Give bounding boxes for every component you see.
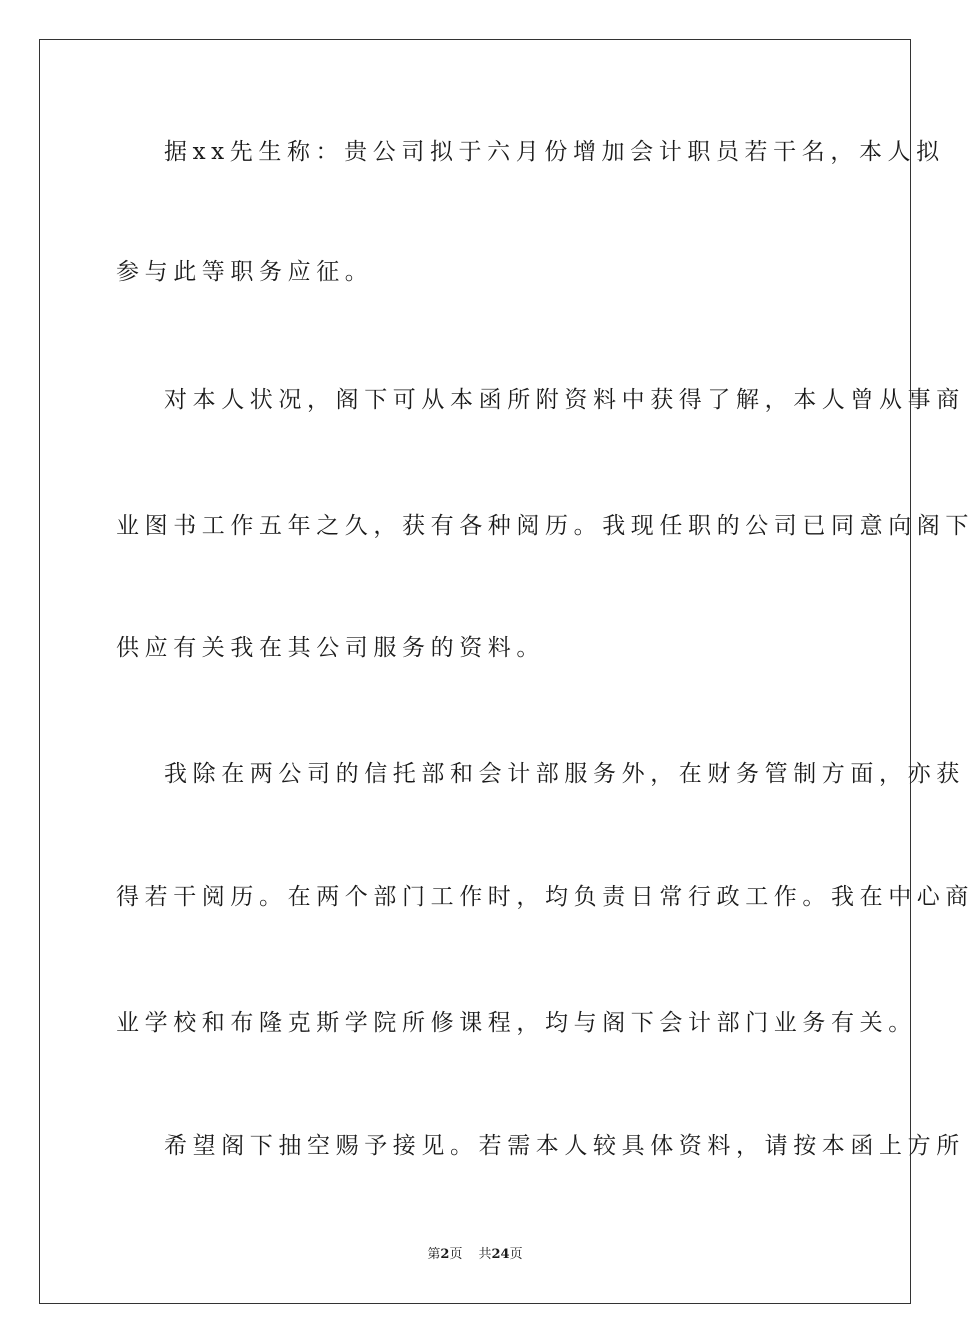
total-pages-prefix: 共 [478, 1247, 492, 1262]
total-pages: 24 [491, 1247, 510, 1262]
page-border [39, 39, 974, 1304]
paragraph-2-line-3: 供应有关我在其公司服务的资料。 [116, 635, 545, 661]
page-number-prefix: 第 [427, 1247, 441, 1262]
page-number-suffix: 页 [449, 1247, 463, 1262]
paragraph-1-line-1: 据xx先生称：贵公司拟于六月份增加会计职员若干名，本人拟 [164, 139, 945, 165]
paragraph-3-line-1: 我除在两公司的信托部和会计部服务外，在财务管制方面，亦获 [164, 761, 965, 787]
paragraph-2-line-2: 业图书工作五年之久，获有各种阅历。我现任职的公司已同意向阁下 [116, 513, 974, 539]
page-footer [0, 1246, 950, 1264]
paragraph-1-line-2: 参与此等职务应征。 [116, 259, 374, 285]
paragraph-3-line-2: 得若干阅历。在两个部门工作时，均负责日常行政工作。我在中心商 [116, 884, 974, 910]
page-number: 2 [440, 1247, 450, 1262]
paragraph-2-line-1: 对本人状况，阁下可从本函所附资料中获得了解，本人曾从事商 [164, 387, 965, 413]
paragraph-3-line-3: 业学校和布隆克斯学院所修课程，均与阁下会计部门业务有关。 [116, 1010, 917, 1036]
paragraph-4-line-1: 希望阁下抽空赐予接见。若需本人较具体资料，请按本函上方所 [164, 1133, 965, 1159]
total-pages-suffix: 页 [509, 1247, 523, 1262]
